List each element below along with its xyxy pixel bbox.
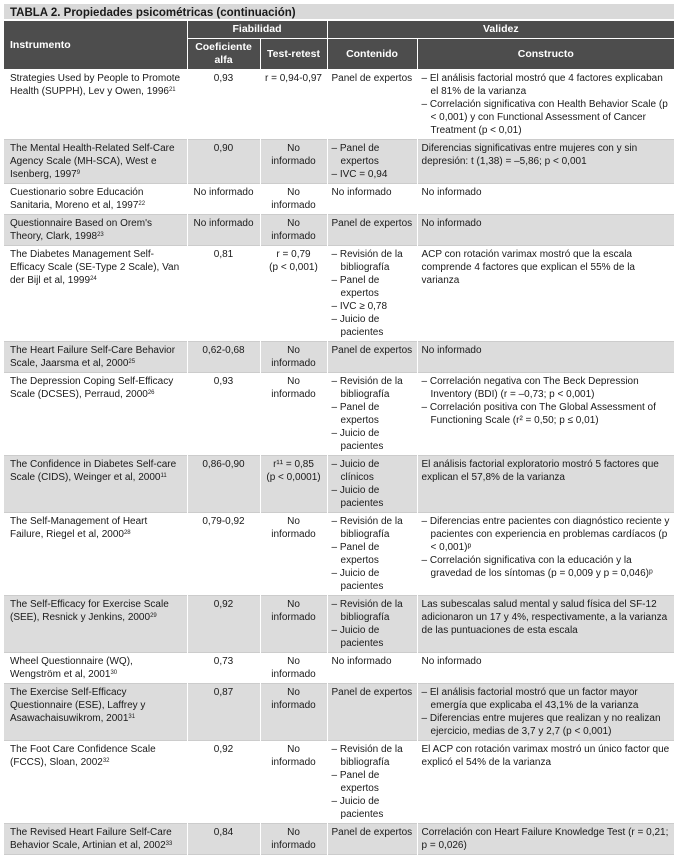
instrument-cell <box>4 741 187 824</box>
content-cell <box>327 342 417 373</box>
content-cell <box>327 373 417 456</box>
content-cell <box>327 513 417 596</box>
construct-item: – Correlación positiva con The Global Assessment of Functioning Scale (r² = 0,50; p ≤ 0,01) <box>421 402 656 426</box>
retest-text: r = 0,94-0,97 <box>265 73 322 84</box>
retest-text: No informado <box>271 687 316 711</box>
content-item: – Juicio de pacientes <box>331 485 384 509</box>
instrument-cell <box>4 246 187 342</box>
content-cell <box>327 596 417 653</box>
reference-number: 21 <box>168 87 176 93</box>
instrument-name: The Self-Management of Heart Failure, Riegel et al, 2000 <box>10 516 148 540</box>
table-row <box>4 684 674 741</box>
retest-cell <box>260 373 327 456</box>
construct-text: ACP con rotación varimax mostró que la escala comprende 4 factores que explican el 55% de la varianza <box>421 249 635 286</box>
content-cell <box>327 824 417 855</box>
construct-list <box>422 686 671 738</box>
content-item: – Panel de expertos <box>331 542 380 566</box>
header-validez: Validez <box>327 21 674 39</box>
construct-text: Diferencias significativas entre mujeres con y sin depresión: t (1,38) = –5,86; p < 0,001 <box>421 143 638 167</box>
alpha-cell: 0,62-0,68 <box>187 342 260 373</box>
content-text: Panel de expertos <box>331 687 413 698</box>
alpha-cell: 0,93 <box>187 373 260 456</box>
reference-number: 30 <box>110 670 118 676</box>
alpha-cell: 0,92 <box>187 596 260 653</box>
content-item: – Juicio de pacientes <box>331 568 384 592</box>
content-item: – Panel de expertos <box>331 143 380 167</box>
table-row <box>4 824 674 855</box>
construct-item: – El análisis factorial mostró que 4 factores explicaban el 81% de la varianza <box>421 73 663 97</box>
reference-number: 29 <box>150 613 157 619</box>
retest-text: No informado <box>271 218 316 242</box>
retest-text: No informado <box>271 827 316 851</box>
header-contenido: Contenido <box>327 39 417 70</box>
construct-text: No informado <box>421 187 482 198</box>
content-text: Panel de expertos <box>331 73 413 84</box>
retest-cell <box>260 596 327 653</box>
construct-list <box>422 515 671 580</box>
content-item: – IVC ≥ 0,78 <box>331 301 388 312</box>
retest-cell <box>260 140 327 184</box>
instrument-name: The Mental Health-Related Self-Care Agency Scale (MH-SCA), West e Isenberg, 1997 <box>10 143 175 180</box>
content-item: – Revisión de la bibliografía <box>331 599 403 623</box>
header-constructo: Constructo <box>417 39 674 70</box>
reference-number: 24 <box>90 276 97 282</box>
instrument-cell <box>4 653 187 684</box>
retest-cell <box>260 70 327 140</box>
retest-text: (p < 0,0001) <box>266 472 321 483</box>
content-item: – Revisión de la bibliografía <box>331 376 403 400</box>
retest-text: No informado <box>271 376 316 400</box>
instrument-name: The Heart Failure Self-Care Behavior Scale, Jaarsma et al, 2000 <box>10 345 176 369</box>
alpha-cell: No informado <box>187 184 260 215</box>
retest-cell <box>260 246 327 342</box>
reference-number: 26 <box>147 390 155 396</box>
content-list <box>332 458 413 510</box>
construct-cell <box>417 184 674 215</box>
instrument-cell <box>4 596 187 653</box>
table-container <box>4 4 674 855</box>
reference-number: 23 <box>97 232 104 238</box>
content-list <box>332 598 413 650</box>
construct-text: No informado <box>421 345 482 356</box>
retest-cell <box>260 824 327 855</box>
retest-text: No informado <box>271 187 316 211</box>
construct-item: – Diferencias entre mujeres que realizan y no realizan ejercicio, medias de 3,7 y 2,7 (p < 0,001) <box>421 713 661 737</box>
content-item: – Juicio de clínicos <box>331 459 380 483</box>
content-cell <box>327 653 417 684</box>
table-row <box>4 215 674 246</box>
content-list <box>332 248 413 339</box>
retest-cell <box>260 513 327 596</box>
construct-cell <box>417 70 674 140</box>
table-row <box>4 184 674 215</box>
construct-cell <box>417 140 674 184</box>
reference-number: 22 <box>138 201 146 207</box>
reference-number: 31 <box>128 714 136 720</box>
construct-text: El ACP con rotación varimax mostró un único factor que explicó el 54% de la varianza <box>421 744 670 768</box>
instrument-name: The Exercise Self-Efficacy Questionnaire (ESE), Laffrey y Asawachaisuwikrom, 2001 <box>10 687 146 724</box>
instrument-cell <box>4 373 187 456</box>
content-cell <box>327 246 417 342</box>
retest-text: No informado <box>271 599 316 623</box>
retest-cell <box>260 456 327 513</box>
construct-cell <box>417 596 674 653</box>
alpha-cell: 0,93 <box>187 70 260 140</box>
retest-text: No informado <box>271 516 316 540</box>
psychometric-table <box>4 21 674 855</box>
reference-number: 32 <box>102 758 110 764</box>
construct-item: – Correlación significativa con la educación y la gravedad de los síntomas (p = 0,009 y p = 0,046)ᵖ <box>421 555 653 579</box>
content-list <box>332 142 413 181</box>
reference-number: 33 <box>165 841 173 847</box>
alpha-cell: 0,79-0,92 <box>187 513 260 596</box>
instrument-cell <box>4 513 187 596</box>
content-text: No informado <box>331 187 392 198</box>
instrument-name: The Depression Coping Self-Efficacy Scale (DCSES), Perraud, 2000 <box>10 376 174 400</box>
retest-cell <box>260 741 327 824</box>
construct-text: No informado <box>421 656 482 667</box>
construct-text: Correlación con Heart Failure Knowledge Test (r = 0,21; p = 0,026) <box>421 827 669 851</box>
header-instrumento: Instrumento <box>4 21 187 70</box>
construct-text: Las subescalas salud mental y salud física del SF-12 adicionaron un 17 y 4%, respectivamente, a la varianza de las puntuaciones de esta escala <box>421 599 668 636</box>
table-row <box>4 373 674 456</box>
content-text: No informado <box>331 656 392 667</box>
instrument-cell <box>4 824 187 855</box>
instrument-name: Questionnaire Based on Orem's Theory, Clark, 1998 <box>10 218 152 242</box>
reference-number: 11 <box>160 473 167 479</box>
content-item: – IVC = 0,94 <box>331 169 388 180</box>
instrument-name: The Revised Heart Failure Self-Care Behavior Scale, Artinian et al, 2002 <box>10 827 172 851</box>
table-row <box>4 456 674 513</box>
alpha-cell: 0,84 <box>187 824 260 855</box>
retest-text: No informado <box>271 143 316 167</box>
table-body <box>4 70 674 855</box>
content-text: Panel de expertos <box>331 827 413 838</box>
alpha-cell: 0,81 <box>187 246 260 342</box>
reference-number: 25 <box>128 359 136 365</box>
retest-text: r¹¹ = 0,85 <box>273 459 314 470</box>
content-cell <box>327 140 417 184</box>
instrument-cell <box>4 456 187 513</box>
construct-cell <box>417 373 674 456</box>
content-item: – Revisión de la bibliografía <box>331 249 403 273</box>
table-row <box>4 246 674 342</box>
content-list <box>332 515 413 593</box>
content-item: – Juicio de pacientes <box>331 625 384 649</box>
construct-item: – El análisis factorial mostró que un factor mayor emergía que explicaba el 43,1% de la varianza <box>421 687 639 711</box>
table-row <box>4 741 674 824</box>
construct-cell <box>417 684 674 741</box>
construct-item: – Diferencias entre pacientes con diagnóstico reciente y pacientes con experiencia en problemas cardíacos (p < 0,001)ᵖ <box>421 516 670 553</box>
alpha-cell: No informado <box>187 215 260 246</box>
retest-cell <box>260 215 327 246</box>
retest-text: No informado <box>271 656 316 680</box>
construct-text: El análisis factorial exploratorio mostró 5 factores que explican el 57,8% de la varianza <box>421 459 659 483</box>
table-row <box>4 140 674 184</box>
instrument-cell <box>4 342 187 373</box>
construct-cell <box>417 653 674 684</box>
construct-cell <box>417 741 674 824</box>
table-row <box>4 342 674 373</box>
instrument-name: The Foot Care Confidence Scale (FCCS), Sloan, 2002 <box>10 744 156 768</box>
header-retest: Test-retest <box>260 39 327 70</box>
content-cell <box>327 215 417 246</box>
construct-cell <box>417 824 674 855</box>
instrument-cell <box>4 140 187 184</box>
construct-cell <box>417 246 674 342</box>
alpha-cell: 0,87 <box>187 684 260 741</box>
instrument-name: Wheel Questionnaire (WQ), Wengström et al, 2001 <box>10 656 133 680</box>
content-list <box>332 375 413 453</box>
table-row <box>4 596 674 653</box>
construct-cell <box>417 215 674 246</box>
table-row <box>4 513 674 596</box>
retest-cell <box>260 342 327 373</box>
alpha-cell: 0,92 <box>187 741 260 824</box>
reference-number: 28 <box>123 530 131 536</box>
content-text: Panel de expertos <box>331 345 413 356</box>
construct-list <box>422 375 671 427</box>
instrument-name: Strategies Used by People to Promote Health (SUPPH), Lev y Owen, 1996 <box>10 73 181 97</box>
content-list <box>332 743 413 821</box>
retest-text: No informado <box>271 345 316 369</box>
content-item: – Juicio de pacientes <box>331 314 384 338</box>
alpha-cell: 0,90 <box>187 140 260 184</box>
table-title: TABLA 2. Propiedades psicométricas (continuación) <box>4 4 674 21</box>
content-cell <box>327 684 417 741</box>
retest-text: r = 0,79 <box>276 249 311 260</box>
retest-cell <box>260 684 327 741</box>
content-item: – Revisión de la bibliografía <box>331 516 403 540</box>
construct-cell <box>417 456 674 513</box>
instrument-cell <box>4 215 187 246</box>
content-cell <box>327 456 417 513</box>
instrument-cell <box>4 70 187 140</box>
instrument-name: The Self-Efficacy for Exercise Scale (SEE), Resnick y Jenkins, 2000 <box>10 599 169 623</box>
instrument-name: Cuestionario sobre Educación Sanitaria, Moreno et al, 1997 <box>10 187 144 211</box>
header-fiabilidad: Fiabilidad <box>187 21 327 39</box>
content-item: – Panel de expertos <box>331 770 380 794</box>
construct-item: – Correlación significativa con Health Behavior Scale (p < 0,001) y con Functional Assessment of Cancer Treatment (p < 0,01) <box>421 99 668 136</box>
construct-item: – Correlación negativa con The Beck Depression Inventory (BDI) (r = –0,73; p < 0,001) <box>421 376 639 400</box>
retest-cell <box>260 184 327 215</box>
construct-text: No informado <box>421 218 482 229</box>
content-item: – Panel de expertos <box>331 275 380 299</box>
instrument-cell <box>4 684 187 741</box>
content-text: Panel de expertos <box>331 218 413 229</box>
content-item: – Juicio de pacientes <box>331 428 384 452</box>
content-cell <box>327 184 417 215</box>
table-row <box>4 653 674 684</box>
content-item: – Juicio de pacientes <box>331 796 384 820</box>
content-item: – Panel de expertos <box>331 402 380 426</box>
retest-text: No informado <box>271 744 316 768</box>
construct-list <box>422 72 671 137</box>
alpha-cell: 0,73 <box>187 653 260 684</box>
header-alfa: Coeficiente alfa <box>187 39 260 70</box>
instrument-name: The Diabetes Management Self-Efficacy Scale (SE-Type 2 Scale), Van der Bijl et al, 1999 <box>10 249 180 286</box>
content-item: – Revisión de la bibliografía <box>331 744 403 768</box>
reference-number: 9 <box>76 170 81 176</box>
construct-cell <box>417 513 674 596</box>
content-cell <box>327 741 417 824</box>
instrument-name: The Confidence in Diabetes Self-care Scale (CIDS), Weinger et al, 2000 <box>10 459 177 483</box>
retest-cell <box>260 653 327 684</box>
instrument-cell <box>4 184 187 215</box>
construct-cell <box>417 342 674 373</box>
retest-text: (p < 0,001) <box>269 262 318 273</box>
alpha-cell: 0,86-0,90 <box>187 456 260 513</box>
content-cell <box>327 70 417 140</box>
table-row <box>4 70 674 140</box>
